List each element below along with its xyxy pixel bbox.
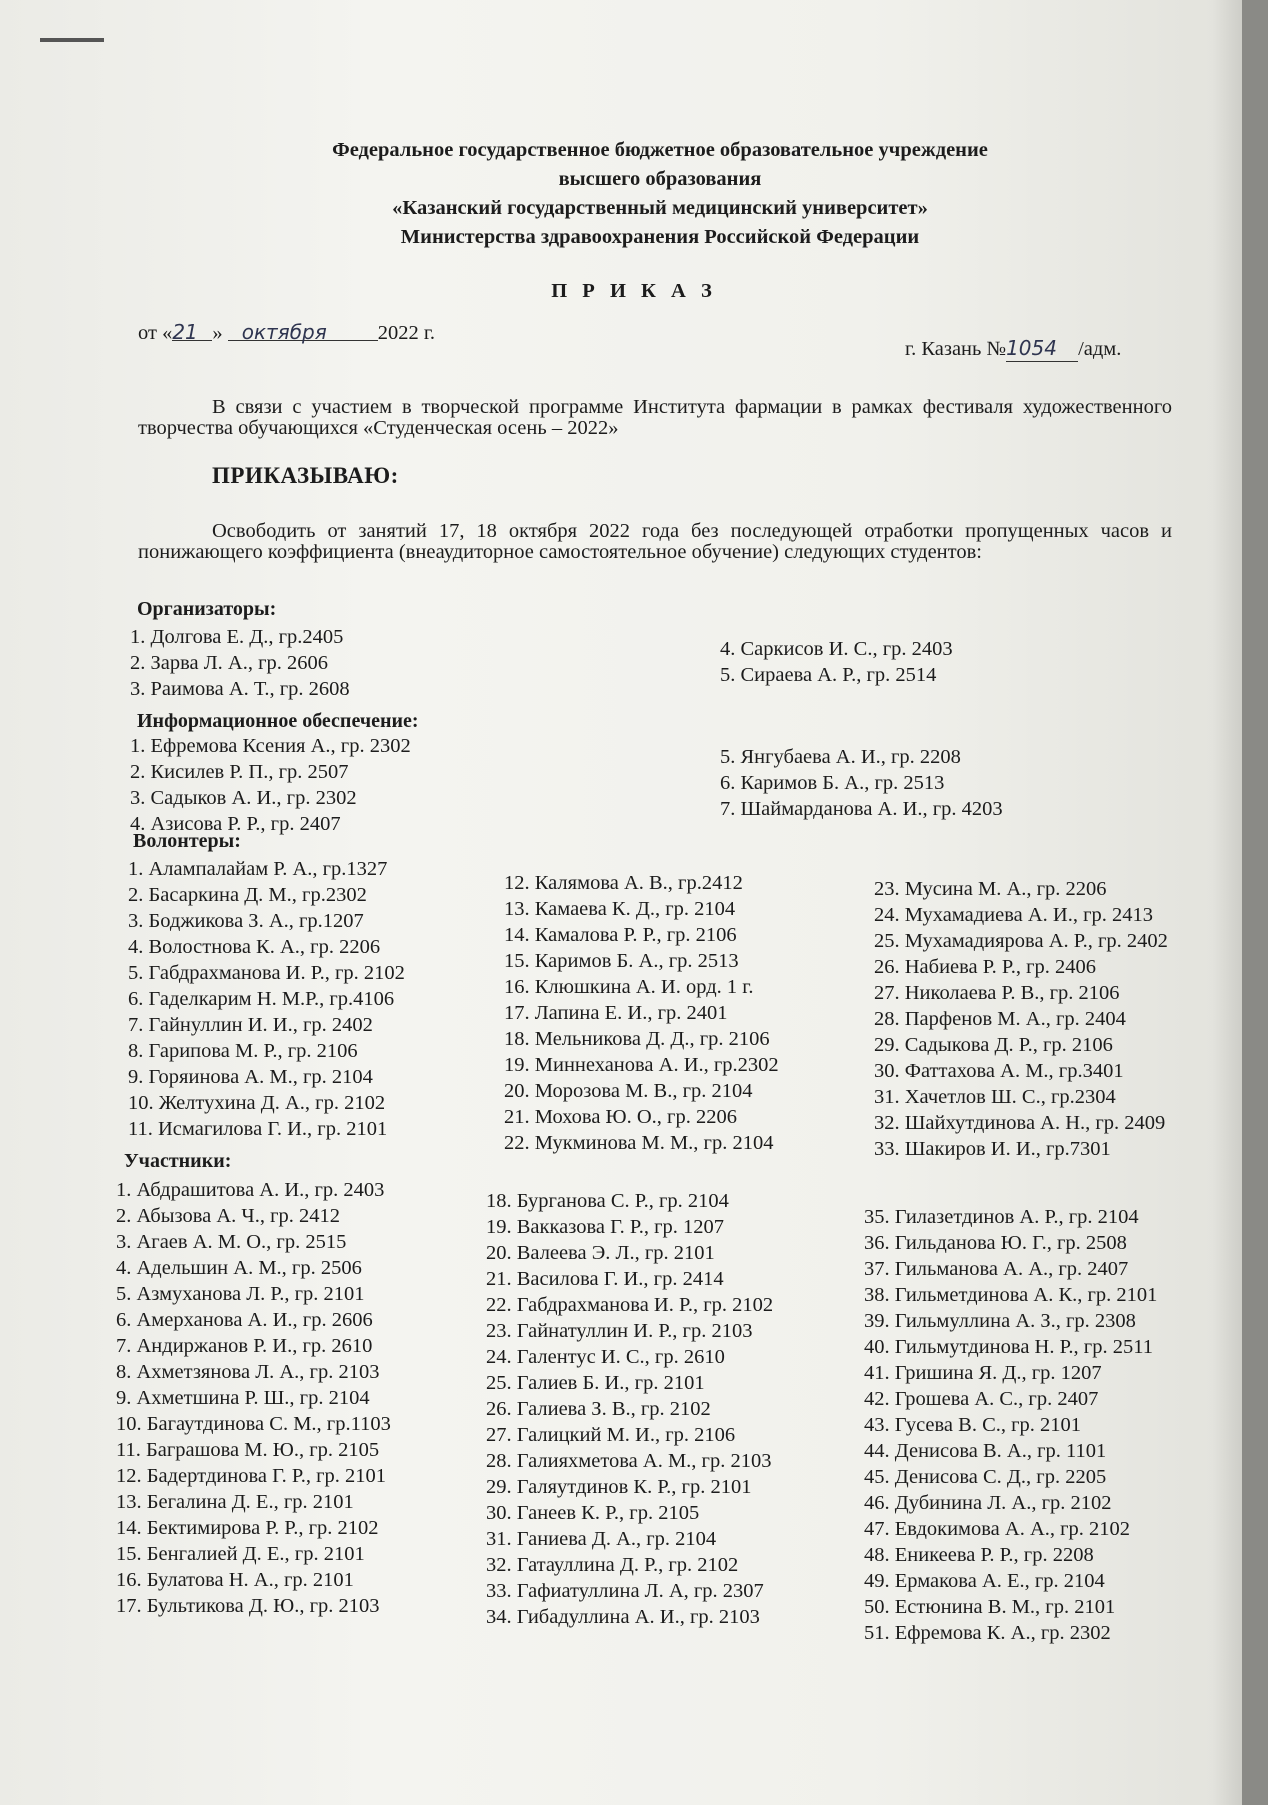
list-item: 18. Мельникова Д. Д., гр. 2106 xyxy=(504,1028,770,1050)
list-item: 5. Габдрахманова И. Р., гр. 2102 xyxy=(128,962,405,984)
list-item: 24. Галентус И. С., гр. 2610 xyxy=(486,1346,725,1368)
list-item: 25. Мухамадиярова А. Р., гр. 2402 xyxy=(874,930,1168,952)
list-item: 45. Денисова С. Д., гр. 2205 xyxy=(864,1466,1107,1488)
list-item: 11. Баграшова М. Ю., гр. 2105 xyxy=(116,1439,380,1461)
list-item: 25. Галиев Б. И., гр. 2101 xyxy=(486,1372,705,1394)
city-suffix: /адм. xyxy=(1078,338,1122,360)
list-item: 2. Басаркина Д. М., гр.2302 xyxy=(128,884,367,906)
list-item: 27. Галицкий М. И., гр. 2106 xyxy=(486,1424,736,1446)
list-item: 31. Хачетлов Ш. С., гр.2304 xyxy=(874,1086,1116,1108)
list-item: 38. Гильметдинова А. К., гр. 2101 xyxy=(864,1284,1158,1306)
participants-list-col1 xyxy=(116,1177,391,1619)
list-item: 13. Бегалина Д. Е., гр. 2101 xyxy=(116,1491,354,1513)
list-item: 19. Вакказова Г. Р., гр. 1207 xyxy=(486,1216,725,1238)
list-item: 22. Габдрахманова И. Р., гр. 2102 xyxy=(486,1294,774,1316)
list-item: 7. Гайнуллин И. И., гр. 2402 xyxy=(128,1014,373,1036)
list-item: 24. Мухамадиева А. И., гр. 2413 xyxy=(874,904,1154,926)
date-year: 2022 г. xyxy=(377,322,436,344)
list-item: 6. Гаделкарим Н. М.Р., гр.4106 xyxy=(128,988,395,1010)
list-item: 20. Валеева Э. Л., гр. 2101 xyxy=(486,1242,715,1264)
list-item: 44. Денисова В. А., гр. 1101 xyxy=(864,1440,1107,1462)
list-item: 16. Клюшкина А. И. орд. 1 г. xyxy=(504,976,754,998)
list-item: 19. Миннеханова А. И., гр.2302 xyxy=(504,1054,779,1076)
list-item: 23. Мусина М. А., гр. 2206 xyxy=(874,878,1107,900)
list-item: 43. Гусева В. С., гр. 2101 xyxy=(864,1414,1082,1436)
header-line-1: Федеральное государственное бюджетное образовательное учреждение xyxy=(332,139,988,161)
list-item: 4. Адельшин А. М., гр. 2506 xyxy=(116,1257,362,1279)
list-item: 37. Гильманова А. А., гр. 2407 xyxy=(864,1258,1129,1280)
list-item: 49. Ермакова А. Е., гр. 2104 xyxy=(864,1570,1105,1592)
list-item: 18. Бурганова С. Р., гр. 2104 xyxy=(486,1190,729,1212)
list-item: 22. Мукминова М. М., гр. 2104 xyxy=(504,1132,774,1154)
list-item: 12. Бадертдинова Г. Р., гр. 2101 xyxy=(116,1465,386,1487)
list-item: 16. Булатова Н. А., гр. 2101 xyxy=(116,1569,354,1591)
organizers-list-col2 xyxy=(720,636,953,688)
list-item: 15. Каримов Б. А., гр. 2513 xyxy=(504,950,739,972)
participants-list-col3 xyxy=(864,1204,1157,1646)
volunteers-list-col2 xyxy=(504,870,779,1156)
list-item: 32. Гатауллина Д. Р., гр. 2102 xyxy=(486,1554,739,1576)
list-item: 10. Багаутдинова С. М., гр.1103 xyxy=(116,1413,391,1435)
city-number-line xyxy=(905,336,1121,362)
list-item: 40. Гильмутдинова Н. Р., гр. 2511 xyxy=(864,1336,1153,1358)
preamble-paragraph: В связи с участием в творческой программе Института фармации в рамках фестиваля художественного творчества обучающихся «Студенческая осень – 2022» xyxy=(138,396,1172,439)
list-item: 29. Галяутдинов К. Р., гр. 2101 xyxy=(486,1476,752,1498)
list-item: 5. Азмуханова Л. Р., гр. 2101 xyxy=(116,1283,365,1305)
list-item: 10. Желтухина Д. А., гр. 2102 xyxy=(128,1092,386,1114)
list-item: 48. Еникеева Р. Р., гр. 2208 xyxy=(864,1544,1094,1566)
list-item: 28. Парфенов М. А., гр. 2404 xyxy=(874,1008,1126,1030)
list-item: 36. Гильданова Ю. Г., гр. 2508 xyxy=(864,1232,1127,1254)
list-item: 31. Ганиева Д. А., гр. 2104 xyxy=(486,1528,717,1550)
organizers-heading: Организаторы: xyxy=(137,598,277,620)
list-item: 8. Ахметзянова Л. А., гр. 2103 xyxy=(116,1361,380,1383)
list-item: 6. Каримов Б. А., гр. 2513 xyxy=(720,772,945,794)
list-item: 4. Волостнова К. А., гр. 2206 xyxy=(128,936,381,958)
list-item: 17. Бультикова Д. Ю., гр. 2103 xyxy=(116,1595,380,1617)
list-item: 12. Калямова А. В., гр.2412 xyxy=(504,872,743,894)
list-item: 9. Горяинова А. М., гр. 2104 xyxy=(128,1066,373,1088)
volunteers-heading: Волонтеры: xyxy=(133,830,241,852)
header-line-2: высшего образования xyxy=(558,168,762,190)
list-item: 2. Абызова А. Ч., гр. 2412 xyxy=(116,1205,340,1227)
list-item: 27. Николаева Р. В., гр. 2106 xyxy=(874,982,1120,1004)
list-item: 34. Гибадуллина А. И., гр. 2103 xyxy=(486,1606,760,1628)
list-item: 26. Набиева Р. Р., гр. 2406 xyxy=(874,956,1096,978)
volunteers-list-col3 xyxy=(874,876,1168,1162)
list-item: 32. Шайхутдинова А. Н., гр. 2409 xyxy=(874,1112,1166,1134)
list-item: 28. Галияхметова А. М., гр. 2103 xyxy=(486,1450,772,1472)
order-number-field xyxy=(1006,336,1078,362)
header-line-3: «Казанский государственный медицинский университет» xyxy=(392,197,928,219)
list-item: 42. Грошева А. С., гр. 2407 xyxy=(864,1388,1099,1410)
list-item: 1. Ефремова Ксения А., гр. 2302 xyxy=(130,735,411,757)
list-item: 5. Янгубаева А. И., гр. 2208 xyxy=(720,746,961,768)
list-item: 14. Камалова Р. Р., гр. 2106 xyxy=(504,924,737,946)
list-item: 1. Абдрашитова А. И., гр. 2403 xyxy=(116,1179,385,1201)
list-item: 8. Гарипова М. Р., гр. 2106 xyxy=(128,1040,358,1062)
institution-header xyxy=(150,136,1170,252)
date-line xyxy=(138,320,435,345)
organizers-list-col1 xyxy=(130,624,350,702)
list-item: 30. Фаттахова А. М., гр.3401 xyxy=(874,1060,1124,1082)
list-item: 3. Садыков А. И., гр. 2302 xyxy=(130,787,357,809)
list-item: 46. Дубинина Л. А., гр. 2102 xyxy=(864,1492,1112,1514)
list-item: 23. Гайнатуллин И. Р., гр. 2103 xyxy=(486,1320,753,1342)
header-line-4: Министерства здравоохранения Российской Федерации xyxy=(400,226,920,248)
list-item: 26. Галиева З. В., гр. 2102 xyxy=(486,1398,711,1420)
list-item: 2. Кисилев Р. П., гр. 2507 xyxy=(130,761,349,783)
list-item: 35. Гилазетдинов А. Р., гр. 2104 xyxy=(864,1206,1139,1228)
participants-heading: Участники: xyxy=(124,1150,232,1172)
list-item: 51. Ефремова К. А., гр. 2302 xyxy=(864,1622,1111,1644)
list-item: 3. Агаев А. М. О., гр. 2515 xyxy=(116,1231,347,1253)
handwritten-day: 21 xyxy=(172,320,198,344)
list-item: 39. Гильмуллина А. З., гр. 2308 xyxy=(864,1310,1136,1332)
list-item: 4. Саркисов И. С., гр. 2403 xyxy=(720,638,953,660)
list-item: 41. Гришина Я. Д., гр. 1207 xyxy=(864,1362,1102,1384)
list-item: 30. Ганеев К. Р., гр. 2105 xyxy=(486,1502,700,1524)
date-prefix: от « xyxy=(138,322,173,344)
pen-mark xyxy=(40,38,104,42)
list-item: 5. Сираева А. Р., гр. 2514 xyxy=(720,664,937,686)
list-item: 3. Раимова А. Т., гр. 2608 xyxy=(130,678,350,700)
list-item: 1. Алампалайам Р. А., гр.1327 xyxy=(128,858,388,880)
list-item: 14. Бектимирова Р. Р., гр. 2102 xyxy=(116,1517,379,1539)
list-item: 6. Амерханова А. И., гр. 2606 xyxy=(116,1309,373,1331)
list-item: 21. Мохова Ю. О., гр. 2206 xyxy=(504,1106,737,1128)
release-paragraph: Освободить от занятий 17, 18 октября 2022 года без последующей отработки пропущенных часов и понижающего коэффициента (внеаудиторное самостоятельное обучение) следующих студентов: xyxy=(138,520,1172,563)
list-item: 17. Лапина Е. И., гр. 2401 xyxy=(504,1002,728,1024)
volunteers-list-col1 xyxy=(128,856,405,1142)
date-mid: » xyxy=(212,322,223,344)
list-item: 11. Исмагилова Г. И., гр. 2101 xyxy=(128,1118,388,1140)
list-item: 3. Боджикова З. А., гр.1207 xyxy=(128,910,364,932)
list-item: 9. Ахметшина Р. Ш., гр. 2104 xyxy=(116,1387,370,1409)
info-list-col1 xyxy=(130,733,411,837)
list-item: 7. Андиржанов Р. И., гр. 2610 xyxy=(116,1335,373,1357)
info-heading: Информационное обеспечение: xyxy=(137,710,419,732)
list-item: 4. Азисова Р. Р., гр. 2407 xyxy=(130,813,341,835)
list-item: 33. Шакиров И. И., гр.7301 xyxy=(874,1138,1111,1160)
list-item: 33. Гафиатуллина Л. А, гр. 2307 xyxy=(486,1580,764,1602)
list-item: 2. Зарва Л. А., гр. 2606 xyxy=(130,652,328,674)
list-item: 47. Евдокимова А. А., гр. 2102 xyxy=(864,1518,1131,1540)
participants-list-col2 xyxy=(486,1188,773,1630)
city-prefix: г. Казань № xyxy=(905,338,1007,360)
date-month-field xyxy=(228,320,378,344)
list-item: 1. Долгова Е. Д., гр.2405 xyxy=(130,626,344,648)
list-item: 13. Камаева К. Д., гр. 2104 xyxy=(504,898,736,920)
document-title: П Р И К А З xyxy=(551,280,717,302)
list-item: 7. Шаймарданова А. И., гр. 4203 xyxy=(720,798,1003,820)
info-list-col2 xyxy=(720,744,1003,822)
order-word: ПРИКАЗЫВАЮ: xyxy=(212,463,399,488)
list-item: 20. Морозова М. В., гр. 2104 xyxy=(504,1080,753,1102)
handwritten-number: 1054 xyxy=(1006,336,1057,360)
handwritten-month: октября xyxy=(241,320,327,344)
list-item: 29. Садыкова Д. Р., гр. 2106 xyxy=(874,1034,1113,1056)
list-item: 50. Естюнина В. М., гр. 2101 xyxy=(864,1596,1116,1618)
list-item: 21. Василова Г. И., гр. 2414 xyxy=(486,1268,724,1290)
list-item: 15. Бенгалией Д. Е., гр. 2101 xyxy=(116,1543,365,1565)
date-day-field xyxy=(172,320,212,344)
